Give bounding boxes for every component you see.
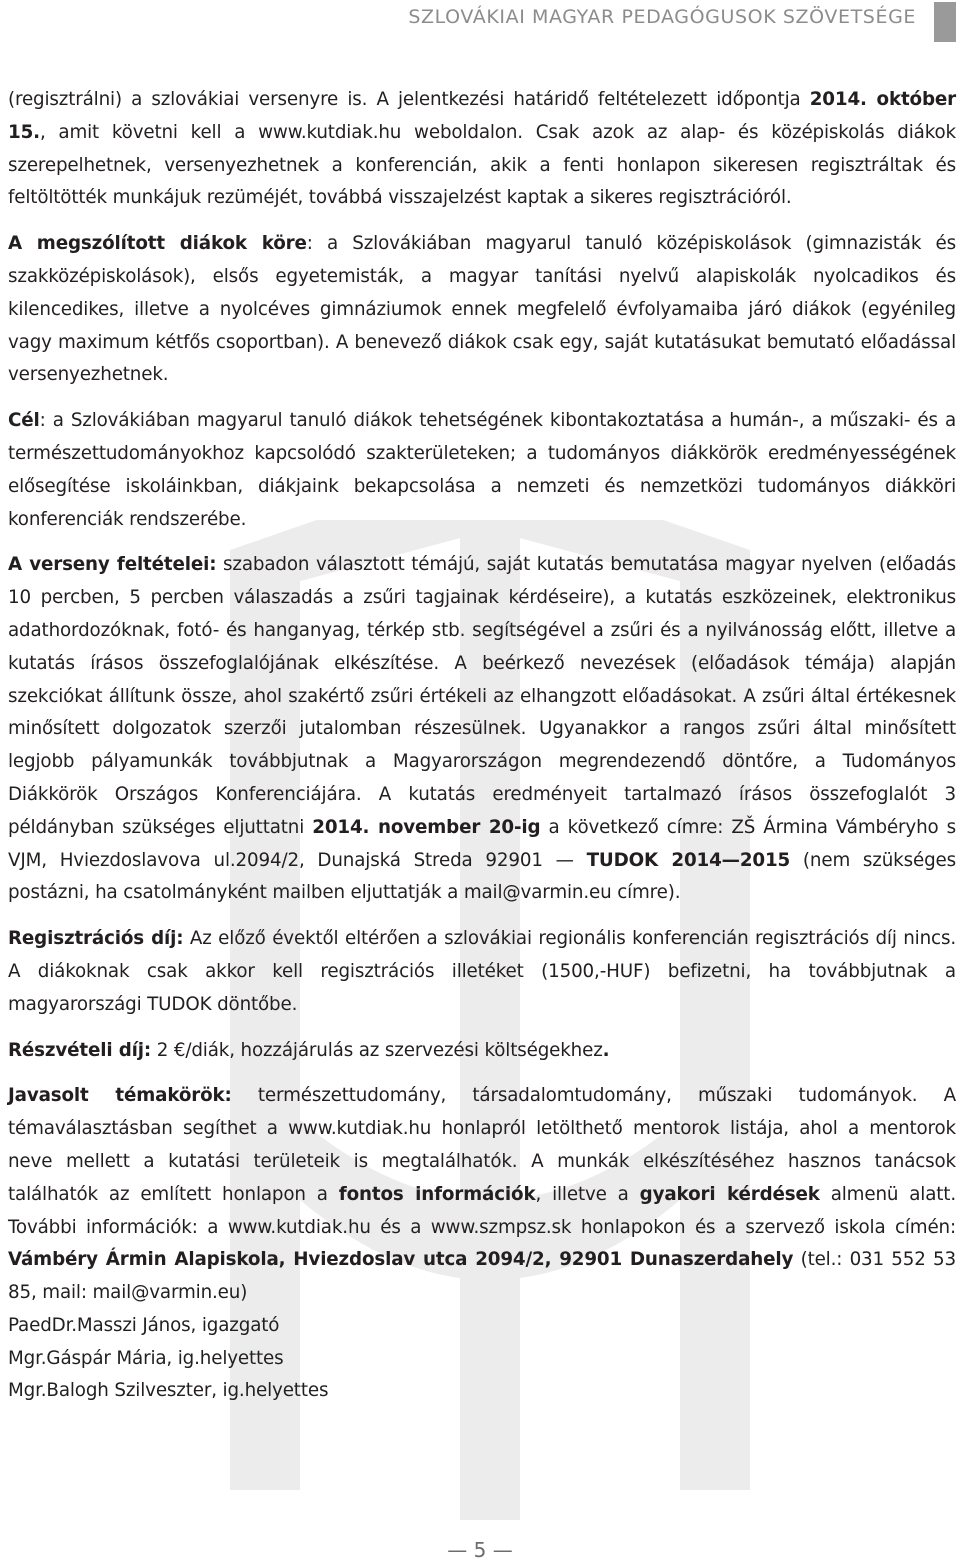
participation-fee-label: Részvételi díj: (8, 1039, 152, 1061)
submission-date: 2014. november 20-ig (312, 816, 541, 838)
paragraph-target-students (8, 228, 956, 392)
document-body (8, 84, 956, 1408)
signature-1: PaedDr.Masszi János, igazgató (8, 1314, 280, 1336)
registration-fee-text: Az előző évektől eltérően a szlovákiai regionális konferencián regisztrációs díj nincs. A diákoknak csak akkor kell regisztrációs illetéket (1500,-HUF) befizetni, ha továbbjutnak a magyarországi TUDOK döntőbe. (8, 928, 956, 1015)
paragraph-goal (8, 405, 956, 536)
conditions-text: szabadon választott témájú, saját kutatás bemutatása magyar nyelven (előadás 10 percben, 5 percben válaszadás a zsűri tagjainak kérdéseire), a kutatás eszközeinek, elektronikus adathordozóknak, fotó- és hanganyag, térkép stb. segítségével a zsűri és a nyilvánosság előtt, illetve a kutatás írásos összefoglalójának elkészítése. A beérkező nevezések (előadások témája) alapján szekciókat állítunk össze, ahol szakértő zsűri értékeli az elhangzott előadásokat. A zsűri által értékesnek minősített dolgozatok szerzői jutalomban részesülnek. Ugyanakkor a rangos zsűri által minősített legjobb pályamunkák továbbjutnak a Magyarországon megrendezendő döntőre, a Tudományos Diákkörök Országos Konferenciájára. A kutatás eredményeit tartalmazó írásos összefoglalót 3 példányban szükséges eljuttatni (8, 554, 956, 838)
topics-text: természettudomány, társadalomtudomány, műszaki tudományok. A témaválasztásban segíthet a www.kutdiak.hu honlapról letölthető mentorok listája, ahol a mentorok neve mellett a kutatási területeik is megtalálhatók. A munkák elkészítéséhez hasznos tanácsok találhatók az említett honlapon a (8, 1085, 956, 1205)
submission-note: (nem szükséges postázni, ha csatolmányként mailben eljuttatják a mail@varmin.eu címre). (8, 849, 957, 904)
tudok-label: TUDOK 2014—2015 (586, 849, 791, 871)
deadline-date: 2014. október 15. (8, 89, 956, 143)
target-students-text: : a Szlovákiában magyarul tanuló középiskolások (gimnazisták és szakközépiskolások), elsős egyetemisták, a magyar tanítási nyelvű alapiskolák nyolcadikos és kilencedikes, illetve a nyolcéves gimnáziumok ennek megfelelő évfolyamaiba járó diákok (egyénileg vagy maximum kétfős csoportban). A benevező diákok csak egy, saját kutatásukat bemutató előadással versenyezhetnek. (8, 233, 956, 386)
goal-label: Cél (8, 410, 40, 432)
more-info-text: almenü alatt. További információk: a www.kutdiak.hu és a www.szmpsz.sk honlapokon és a szervező iskola címén: (8, 1183, 956, 1238)
paragraph-topics (8, 1080, 956, 1310)
deadline-text: (regisztrálni) a szlovákiai versenyre is. A jelentkezési határidő feltételezett időpontja (8, 89, 810, 110)
paragraph-conditions (8, 549, 956, 910)
registration-fee-label: Regisztrációs díj: (8, 928, 184, 950)
signature-3: Mgr.Balogh Szilveszter, ig.helyettes (8, 1380, 329, 1402)
school-address: Vámbéry Ármin Alapiskola, Hviezdoslav utca 2094/2, 92901 Dunaszerdahely (8, 1249, 794, 1271)
conditions-label: A verseny feltételei: (8, 554, 217, 576)
target-students-label: A megszólított diákok köre (8, 233, 307, 255)
submission-address: a következő címre: ZŠ Ármina Vámbéryho s VJM, Hviezdoslavova ul.2094/2, Dunajská Streda 92901 — (8, 816, 957, 871)
goal-text: : a Szlovákiában magyarul tanuló diákok tehetségének kibontakoztatása a humán-, a műszaki- és a természettudományokhoz kapcsolódó szakterületeken; a tudományos diákkörök eredményességének elősegítése iskoláinkban, diákjaink bekapcsolása a nemzeti és nemzetközi tudományos diákköri konferenciák rendszerébe. (8, 410, 956, 530)
registration-text: , amit követni kell a www.kutdiak.hu weboldalon. Csak azok az alap- és középiskolás diákok szerepelhetnek, versenyezhetnek a konferencián, akik a fenti honlapon sikeresen regisztráltak és feltöltötték munkájuk rezüméjét, továbbá visszajelzést kaptak a sikeres regisztrációról. (8, 121, 956, 209)
school-contact: (tel.: 031 552 53 85, mail: mail@varmin.eu) (8, 1249, 956, 1304)
participation-fee-end: . (602, 1039, 610, 1061)
page-header (0, 0, 960, 44)
topics-label: Javasolt témakörök: (8, 1085, 232, 1107)
faq-link: gyakori kérdések (639, 1183, 820, 1205)
topics-connector: , illetve a (535, 1183, 640, 1205)
organization-title: SZLOVÁKIAI MAGYAR PEDAGÓGUSOK SZÖVETSÉGE (408, 6, 916, 28)
paragraph-participation-fee (8, 1035, 956, 1068)
page-number: — 5 — (447, 1538, 513, 1562)
paragraph-registration-fee (8, 923, 956, 1021)
participation-fee-text: 2 €/diák, hozzájárulás az szervezési költségekhez (151, 1039, 603, 1061)
paragraph-deadline (8, 84, 956, 215)
important-info-link: fontos információk (338, 1183, 536, 1205)
signature-2: Mgr.Gáspár Mária, ig.helyettes (8, 1347, 284, 1369)
header-accent-bar (934, 2, 956, 42)
